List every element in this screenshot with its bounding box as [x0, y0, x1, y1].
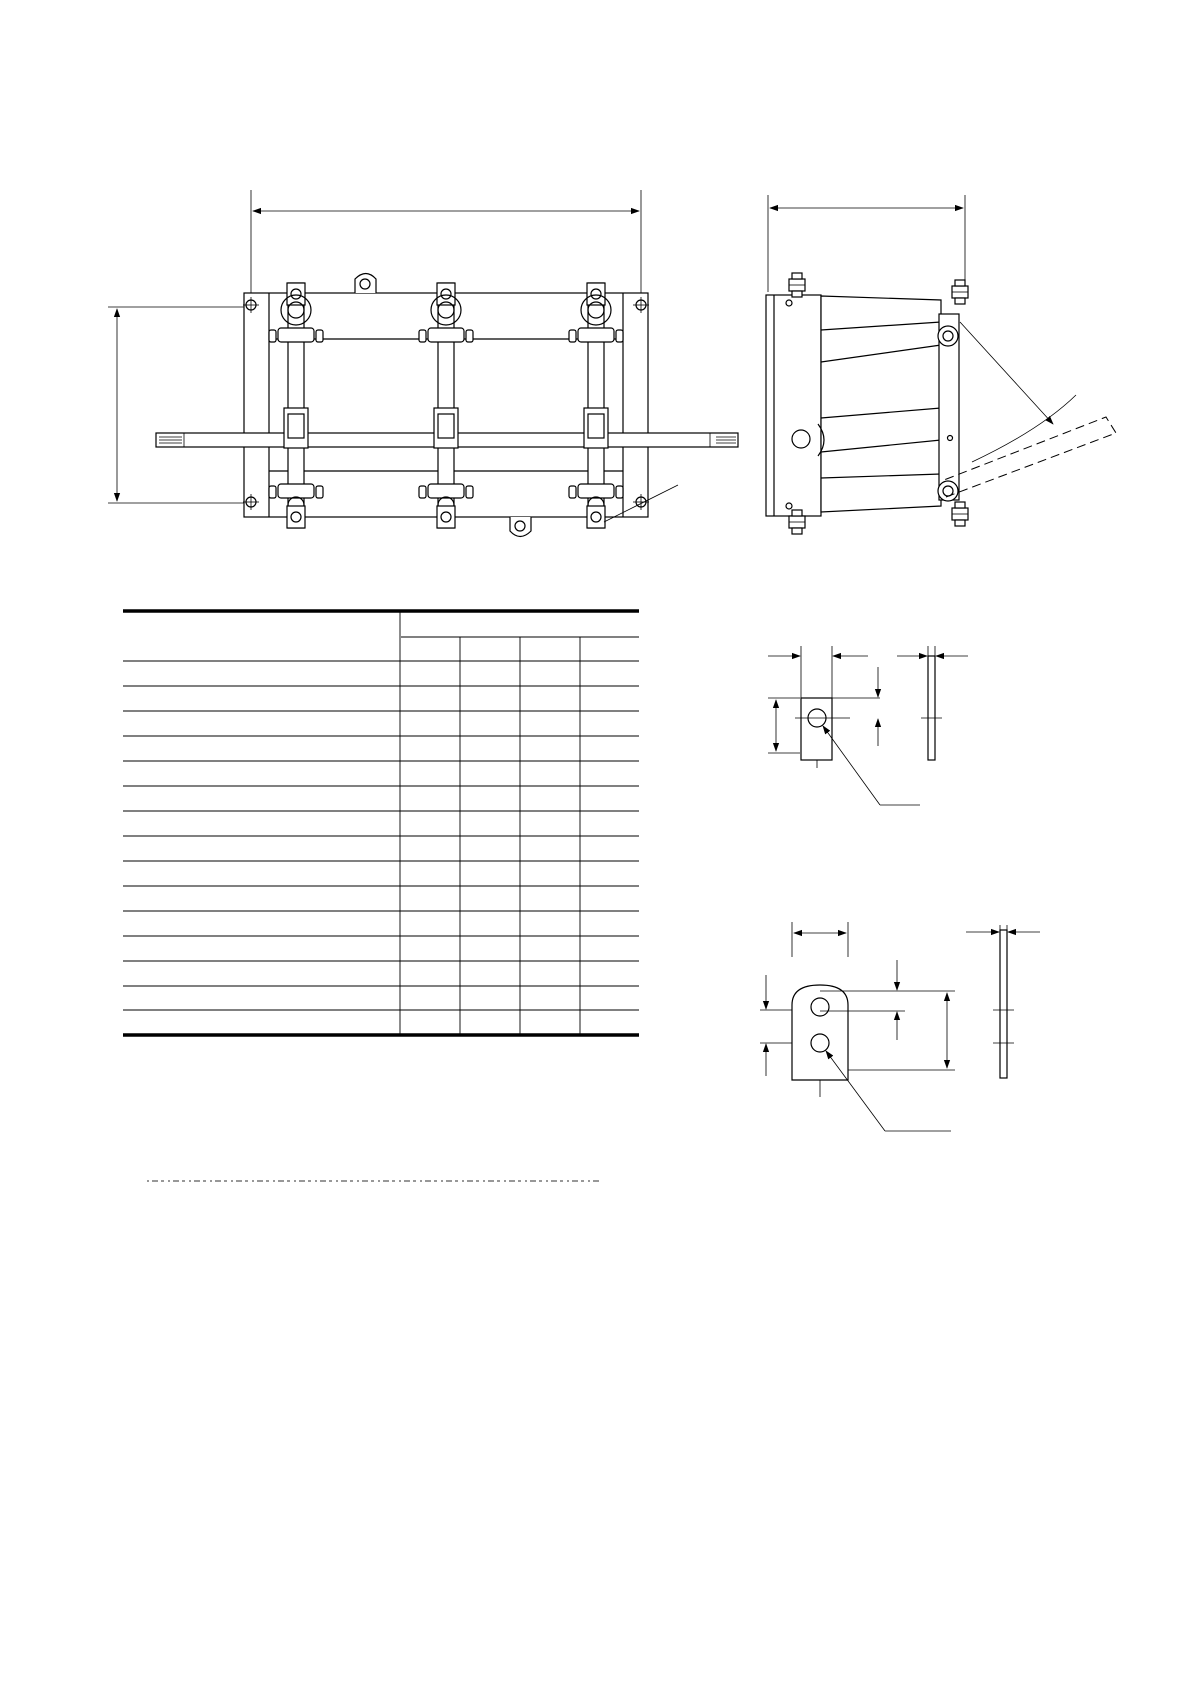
terminal-detail-single-hole: [768, 646, 968, 805]
terminal-detail-double-hole: [760, 922, 1040, 1131]
side-view: [766, 195, 1116, 534]
dimension-table: [123, 611, 639, 1035]
front-view: [108, 190, 738, 537]
